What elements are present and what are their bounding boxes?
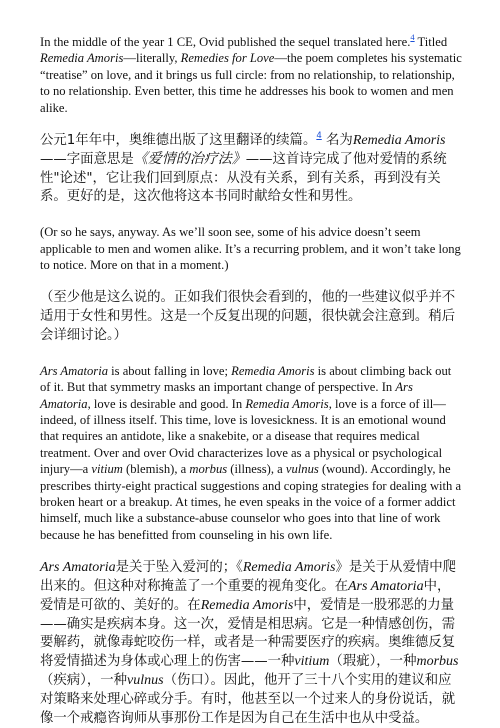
text-run: 中，爱情是可欲的、美好的。在 — [40, 579, 451, 613]
text-run: ——字面意思是 — [40, 151, 134, 167]
latin-term-morbus: morbus — [189, 462, 228, 477]
footnote-link-4-zh[interactable]: 4 — [316, 131, 322, 142]
title-ars-amatoria: Ars Amatoria — [347, 579, 424, 595]
text-run: （伤口）。因此，他开了三十八个实用的建议和应对策略来处理心碎或分手。有时，他甚至以一个过来人的身份说话，就像一个戒瘾咨询师从事那份工作是因为自己在生活中也从中受益。 — [40, 673, 456, 726]
title-remedies-for-love: Remedies for Love — [180, 51, 275, 66]
footnote-link-4[interactable]: 4 — [410, 32, 415, 42]
text-run: In the middle of the year 1 CE, Ovid published the sequel translated here. — [40, 35, 411, 49]
text-run: 中，爱情是一股邪恶的力量——确实是疾病本身。这一次，爱情是相思病。它是一种情感创伤，需要解药，就像毒蛇咬伤一样，或者是一种需要医疗的疾病。奥维德反复将爱情描述为身体或心理上的伤害——一种 — [40, 597, 456, 670]
text-run: (wound). Accordingly, he prescribes thirty-eight practical suggestions and coping strategies for dealing with a broken heart or a breakup. At times, he even speaks in the voice of a former addict himself, much like a substance-abuse counselor who goes into that line of work because he has benefitted from counseling in his own life. — [40, 462, 462, 542]
text-run: is about climbing back out of it. But that symmetry masks an important change of perspective. In — [40, 363, 452, 395]
title-remedia-amoris: Remedia Amoris — [245, 396, 329, 411]
title-chinese-remedies: 《爱情的治疗法》 — [133, 151, 246, 167]
text-run: 公元1年年中，奥维德出版了这里翻译的续篇。 — [40, 133, 317, 149]
text-run: , love is desirable and good. In — [87, 396, 246, 411]
paragraph-chinese-intro — [40, 132, 462, 207]
latin-term-vitium: vitium — [91, 462, 123, 477]
title-ars-amatoria: Ars Amatoria — [40, 363, 108, 378]
title-remedia-amoris: Remedia Amoris — [242, 560, 336, 576]
text-run: —literally, — [123, 51, 181, 66]
text-run: ——这首诗完成了他对爱情的系统性"论述"，它让我们回到原点：从没有关系，到有关系，再到没有关系。更好的是，这次他将这本书同时献给女性和男性。 — [40, 151, 447, 205]
latin-term-vulnus: vulnus — [285, 462, 319, 477]
paragraph-english-intro — [40, 34, 462, 116]
text-run: 名为 — [321, 133, 353, 149]
text-run: 是关于坠入爱河的；《 — [115, 560, 243, 576]
title-remedia-amoris: Remedia Amoris — [40, 51, 124, 66]
text-run: (blemish), a — [122, 462, 190, 477]
title-ars-amatoria: Ars Amatoria — [40, 560, 116, 576]
text-run: （疾病），一种 — [40, 673, 128, 689]
text-run: （瑕疵），一种 — [329, 654, 417, 670]
latin-term-morbus: morbus — [416, 654, 459, 670]
text-run: is about falling in love; — [108, 363, 232, 378]
text-run: (illness), a — [227, 462, 286, 477]
text-run: 》是关于从爱情中爬出来的。但这种对称掩盖了一个重要的视角变化。在 — [40, 560, 457, 595]
latin-term-vulnus: vulnus — [127, 673, 164, 689]
text-run: , love is a force of ill—indeed, of illness itself. This time, love is lovesickness. It is an emotional wound that requires an antidote, like a snakebite, or a disease that requires medical treatment. Over and over Ovid characterizes love as a physical or psychological injury—a — [40, 396, 446, 477]
paragraph-chinese-comparison — [40, 559, 462, 728]
paragraph-english-comparison — [40, 363, 462, 543]
title-remedia-amoris: Remedia Amoris — [352, 133, 446, 149]
title-ars-amatoria: Ars Amatoria — [40, 380, 413, 411]
title-remedia-amoris: Remedia Amoris — [231, 363, 315, 378]
latin-term-vitium: vitium — [294, 654, 330, 670]
paragraph-english-aside: (Or so he says, anyway. As we’ll soon see, some of his advice doesn’t seem applicable to men and women alike. It’s a recurring problem, and it won’t take long to notice. More on that in a moment.) — [40, 225, 461, 273]
paragraph-chinese-aside: （至少他是这么说的。正如我们很快会看到的，他的一些建议似乎并不适用于女性和男性。这是一个反复出现的问题，很快就会注意到。稍后会详细讨论。） — [40, 290, 456, 344]
text-run: Titled — [414, 35, 448, 49]
title-remedia-amoris: Remedia Amoris — [200, 597, 294, 613]
text-run: —the poem completes his systematic “treatise” on love, and it brings us full circle: from no relationship, to relationship, to no relationship. Even better, this time he addresses his book to women and men alike. — [40, 51, 462, 115]
